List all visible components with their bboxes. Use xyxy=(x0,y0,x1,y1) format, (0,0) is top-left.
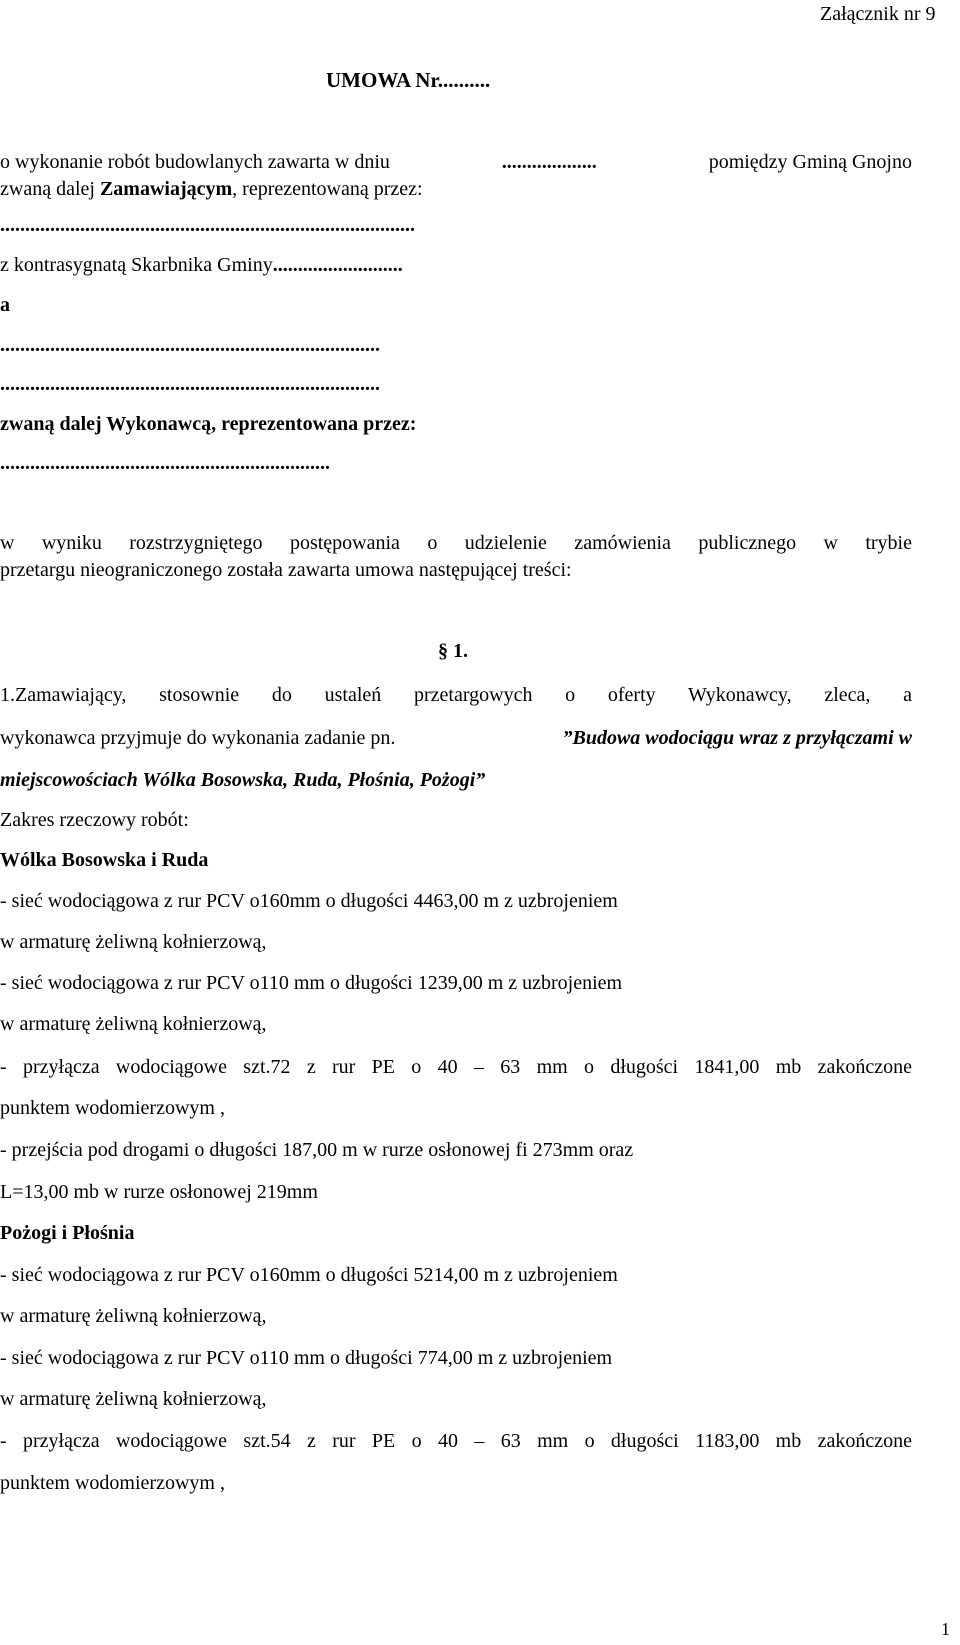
group-2-item-3: - przyłącza wodociągowe szt.54 z rur PE o 40 – 63 mm o długości 1183,00 mb zakończone xyxy=(0,1430,912,1452)
intro-line-2 xyxy=(0,177,423,201)
intro-called: zwaną dalej xyxy=(0,178,95,200)
group-1-item-1-cont: w armaturę żeliwną kołnierzową, xyxy=(0,931,267,953)
intro-represented: , reprezentowaną przez: xyxy=(232,178,423,200)
group-1-item-4-cont: L=13,00 mb w rurze osłonowej 219mm xyxy=(0,1181,318,1203)
contractor-placeholder-2: ............................................................................ xyxy=(0,373,380,395)
group-1-item-1: - sieć wodociągowa z rur PCV o160mm o długości 4463,00 m z uzbrojeniem xyxy=(0,890,618,912)
section-1-para-line-2 xyxy=(0,726,912,750)
annex-label: Załącznik nr 9 xyxy=(820,3,936,25)
group-1-item-2-cont: w armaturę żeliwną kołnierzową, xyxy=(0,1013,267,1035)
contractor-representative-placeholder: .................................................................. xyxy=(0,452,330,474)
group-1-item-4: - przejścia pod drogami o długości 187,00 m w rurze osłonowej fi 273mm oraz xyxy=(0,1139,634,1161)
group-1-item-3-cont: punktem wodomierzowym , xyxy=(0,1097,225,1119)
section-1-para-line-1: 1.Zamawiający, stosownie do ustaleń przetargowych o oferty Wykonawcy, zleca, a xyxy=(0,684,912,706)
group-2-item-2-cont: w armaturę żeliwną kołnierzową, xyxy=(0,1388,267,1410)
result-line-1: w wyniku rozstrzygniętego postępowania o udzielenie zamówienia publicznego w trybie xyxy=(0,532,912,554)
and-connector: a xyxy=(0,294,10,316)
result-line-2: przetargu nieograniczonego została zawarta umowa następującej treści: xyxy=(0,559,572,581)
group-2-item-1-cont: w armaturę żeliwną kołnierzową, xyxy=(0,1305,267,1327)
treasurer-placeholder: .......................... xyxy=(272,254,403,276)
intro-line-1 xyxy=(0,150,912,174)
task-name-part-1: ”Budowa wodociągu wraz z przyłączami w xyxy=(562,727,912,749)
task-name-part-2: miejscowościach Wólka Bosowska, Ruda, Płośnia, Pożogi” xyxy=(0,769,486,791)
page-number: 1 xyxy=(941,1619,950,1639)
contractor-placeholder-1: ............................................................................ xyxy=(0,334,380,356)
group-2-heading: Pożogi i Płośnia xyxy=(0,1222,135,1244)
representative-placeholder: ................................................................................... xyxy=(0,214,415,236)
group-1-item-2: - sieć wodociągowa z rur PCV o110 mm o długości 1239,00 m z uzbrojeniem xyxy=(0,972,623,994)
date-placeholder: ................... xyxy=(501,151,597,173)
group-2-item-3-cont: punktem wodomierzowym , xyxy=(0,1472,225,1494)
treasurer-line xyxy=(0,253,403,277)
intro-text: o wykonanie robót budowlanych zawarta w dniu xyxy=(0,151,390,173)
employer-term: Zamawiającym xyxy=(99,178,233,200)
section-1-heading: § 1. xyxy=(438,640,468,662)
contractor-label: zwaną dalej Wykonawcą, reprezentowana przez: xyxy=(0,413,417,435)
intro-parties: pomiędzy Gminą Gnojno xyxy=(708,151,912,173)
scope-label: Zakres rzeczowy robót: xyxy=(0,809,189,831)
group-1-heading: Wólka Bosowska i Ruda xyxy=(0,849,209,871)
task-intro: wykonawca przyjmuje do wykonania zadanie pn. xyxy=(0,727,396,749)
group-1-item-3: - przyłącza wodociągowe szt.72 z rur PE o 40 – 63 mm o długości 1841,00 mb zakończone xyxy=(0,1056,912,1078)
group-2-item-1: - sieć wodociągowa z rur PCV o160mm o długości 5214,00 m z uzbrojeniem xyxy=(0,1264,618,1286)
treasurer-text: z kontrasygnatą Skarbnika Gminy xyxy=(0,254,273,276)
group-2-item-2: - sieć wodociągowa z rur PCV o110 mm o długości 774,00 m z uzbrojeniem xyxy=(0,1347,613,1369)
contract-title: UMOWA Nr.......... xyxy=(326,68,491,92)
